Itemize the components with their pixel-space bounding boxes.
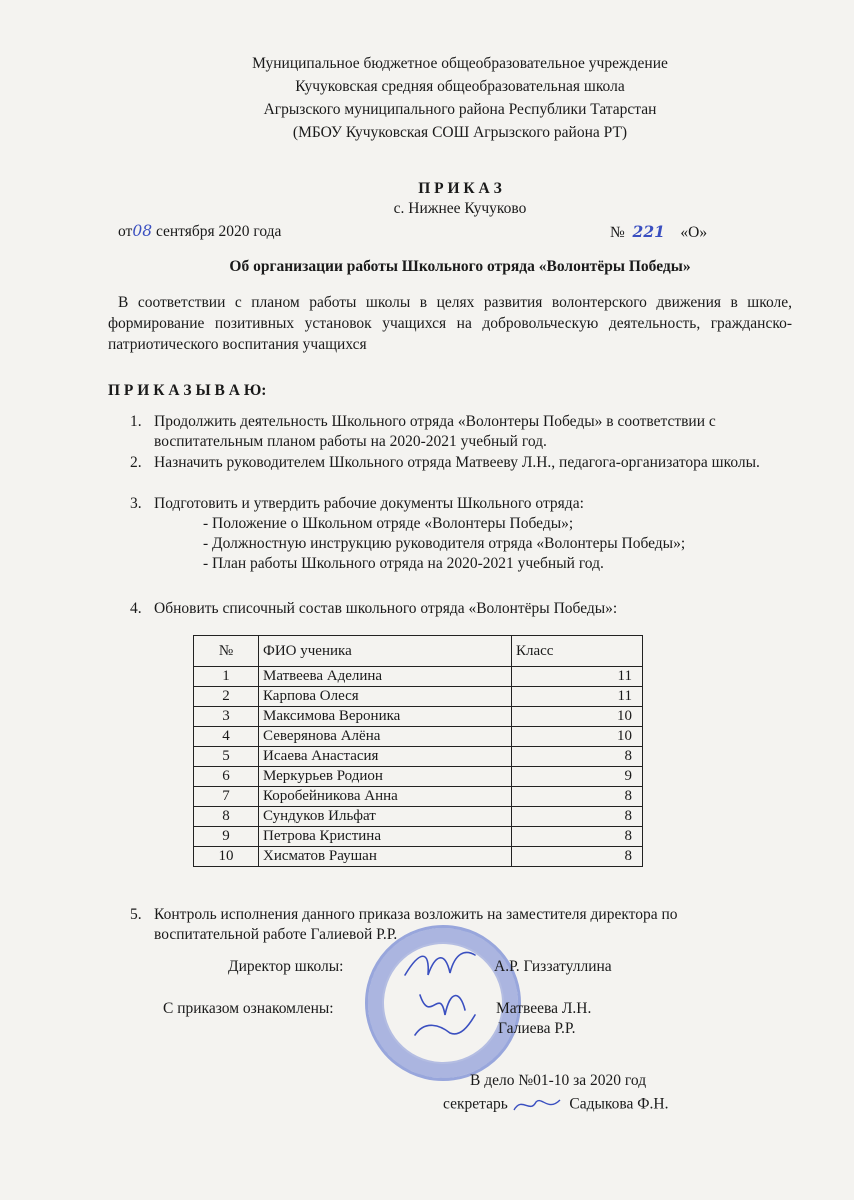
number-suffix: «О» [680, 224, 708, 241]
date-rest: сентября 2020 года [155, 223, 282, 240]
order-date [118, 222, 281, 241]
cell: 1 [194, 667, 259, 687]
order-item [130, 412, 800, 452]
cell: 8 [512, 787, 643, 807]
order-item [130, 453, 800, 473]
volunteer-table [193, 635, 643, 867]
secretary-signature [512, 1094, 562, 1116]
cell: 11 [512, 667, 643, 687]
header-line: Муниципальное бюджетное общеобразовательное учреждение [252, 55, 668, 72]
cell: 11 [512, 687, 643, 707]
cell: 8 [512, 847, 643, 867]
cell: 10 [194, 847, 259, 867]
cell: 8 [512, 827, 643, 847]
secretary-name: Садыкова Ф.Н. [569, 1095, 669, 1113]
table-row [194, 767, 643, 787]
cell: Коробейникова Анна [259, 787, 512, 807]
column-header: Класс [512, 636, 643, 667]
sub-item: - План работы Школьного отряда на 2020-2021 учебный год. [203, 555, 604, 572]
item-text: Назначить руководителем Школьного отряда Матвееву Л.Н., педагога-организатора школы. [154, 454, 760, 471]
sub-item: - Должностную инструкцию руководителя отряда «Волонтеры Победы»; [203, 535, 686, 552]
item-text: Продолжить деятельность Школьного отряда «Волонтеры Победы» в соответствии с воспитательным планом работы на 2020-2021 учебный год. [154, 413, 716, 450]
cell: Хисматов Раушан [259, 847, 512, 867]
order-title: Об организации работы Школьного отряда «Волонтёры Победы» [229, 258, 691, 275]
item-text: Контроль исполнения данного приказа возложить на заместителя директора по воспитательной работе Галиевой Р.Р. [154, 906, 678, 943]
cell: Петрова Кристина [259, 827, 512, 847]
table-row [194, 807, 643, 827]
order-item [130, 599, 800, 619]
cell: 3 [194, 707, 259, 727]
header-line: Агрызского муниципального района Республики Татарстан [263, 101, 657, 118]
header-line: (МБОУ Кучуковская СОШ Агрызского района РТ) [292, 124, 628, 141]
acquainted-name: Матвеева Л.Н. [496, 1000, 592, 1017]
acquainted-label: С приказом ознакомлены: [163, 1000, 334, 1017]
institution-header [0, 52, 854, 144]
table-row [194, 707, 643, 727]
order-heading: П Р И К А З Ы В А Ю: [108, 382, 267, 399]
secretary-label: секретарь [443, 1095, 508, 1113]
number-value: 221 [632, 222, 665, 241]
secretary-line [443, 1094, 668, 1116]
cell: 8 [512, 807, 643, 827]
place: с. Нижнее Кучуково [393, 200, 527, 217]
header-line: Кучуковская средняя общеобразовательная школа [295, 78, 625, 95]
item-text: Подготовить и утвердить рабочие документы Школьного отряда: [154, 495, 584, 512]
table-row [194, 727, 643, 747]
cell: 9 [512, 767, 643, 787]
cell: Меркурьев Родион [259, 767, 512, 787]
cell: 9 [194, 827, 259, 847]
director-label: Директор школы: [228, 958, 344, 975]
cell: Исаева Анастасия [259, 747, 512, 767]
cell: Сундуков Ильфат [259, 807, 512, 827]
item-text: Обновить списочный состав школьного отряда «Волонтёры Победы»: [154, 600, 618, 617]
table-row [194, 827, 643, 847]
table-row [194, 787, 643, 807]
number-label: № [610, 224, 625, 241]
date-prefix: от [118, 223, 133, 240]
cell: Матвеева Аделина [259, 667, 512, 687]
date-day: 08 [132, 222, 153, 240]
director-name: А.Р. Гиззатуллина [494, 958, 612, 975]
acquainted-signature [410, 985, 480, 1045]
item-number: 4. [130, 600, 142, 617]
cell: 10 [512, 727, 643, 747]
cell: 6 [194, 767, 259, 787]
cell: 7 [194, 787, 259, 807]
acquainted-name: Галиева Р.Р. [498, 1020, 576, 1037]
cell: 4 [194, 727, 259, 747]
cell: Карпова Олеся [259, 687, 512, 707]
item-number: 1. [130, 413, 142, 430]
table-row [194, 747, 643, 767]
item-number: 5. [130, 906, 142, 923]
item-number: 3. [130, 495, 142, 512]
table-row [194, 687, 643, 707]
cell: Максимова Вероника [259, 707, 512, 727]
order-item [130, 494, 800, 514]
preamble: В соответствии с планом работы школы в целях развития волонтерского движения в школе, формирование позитивных установок учащихся на добровольческую деятельность, гражданско-патриотического воспитания учащихся [108, 294, 792, 353]
cell: 2 [194, 687, 259, 707]
doc-type: П Р И К А З [418, 180, 502, 197]
cell: 10 [512, 707, 643, 727]
sub-item: - Положение о Школьном отряде «Волонтеры Победы»; [203, 515, 574, 532]
cell: 5 [194, 747, 259, 767]
cell: 8 [194, 807, 259, 827]
table-row [194, 667, 643, 687]
cell: Северянова Алёна [259, 727, 512, 747]
order-number [610, 222, 707, 242]
sub-items [203, 514, 685, 574]
file-note: В дело №01-10 за 2020 год [470, 1072, 647, 1089]
column-header: № [194, 636, 259, 667]
director-signature [400, 945, 480, 985]
table-header-row [194, 636, 643, 667]
table-row [194, 847, 643, 867]
item-number: 2. [130, 454, 142, 471]
column-header: ФИО ученика [259, 636, 512, 667]
cell: 8 [512, 747, 643, 767]
